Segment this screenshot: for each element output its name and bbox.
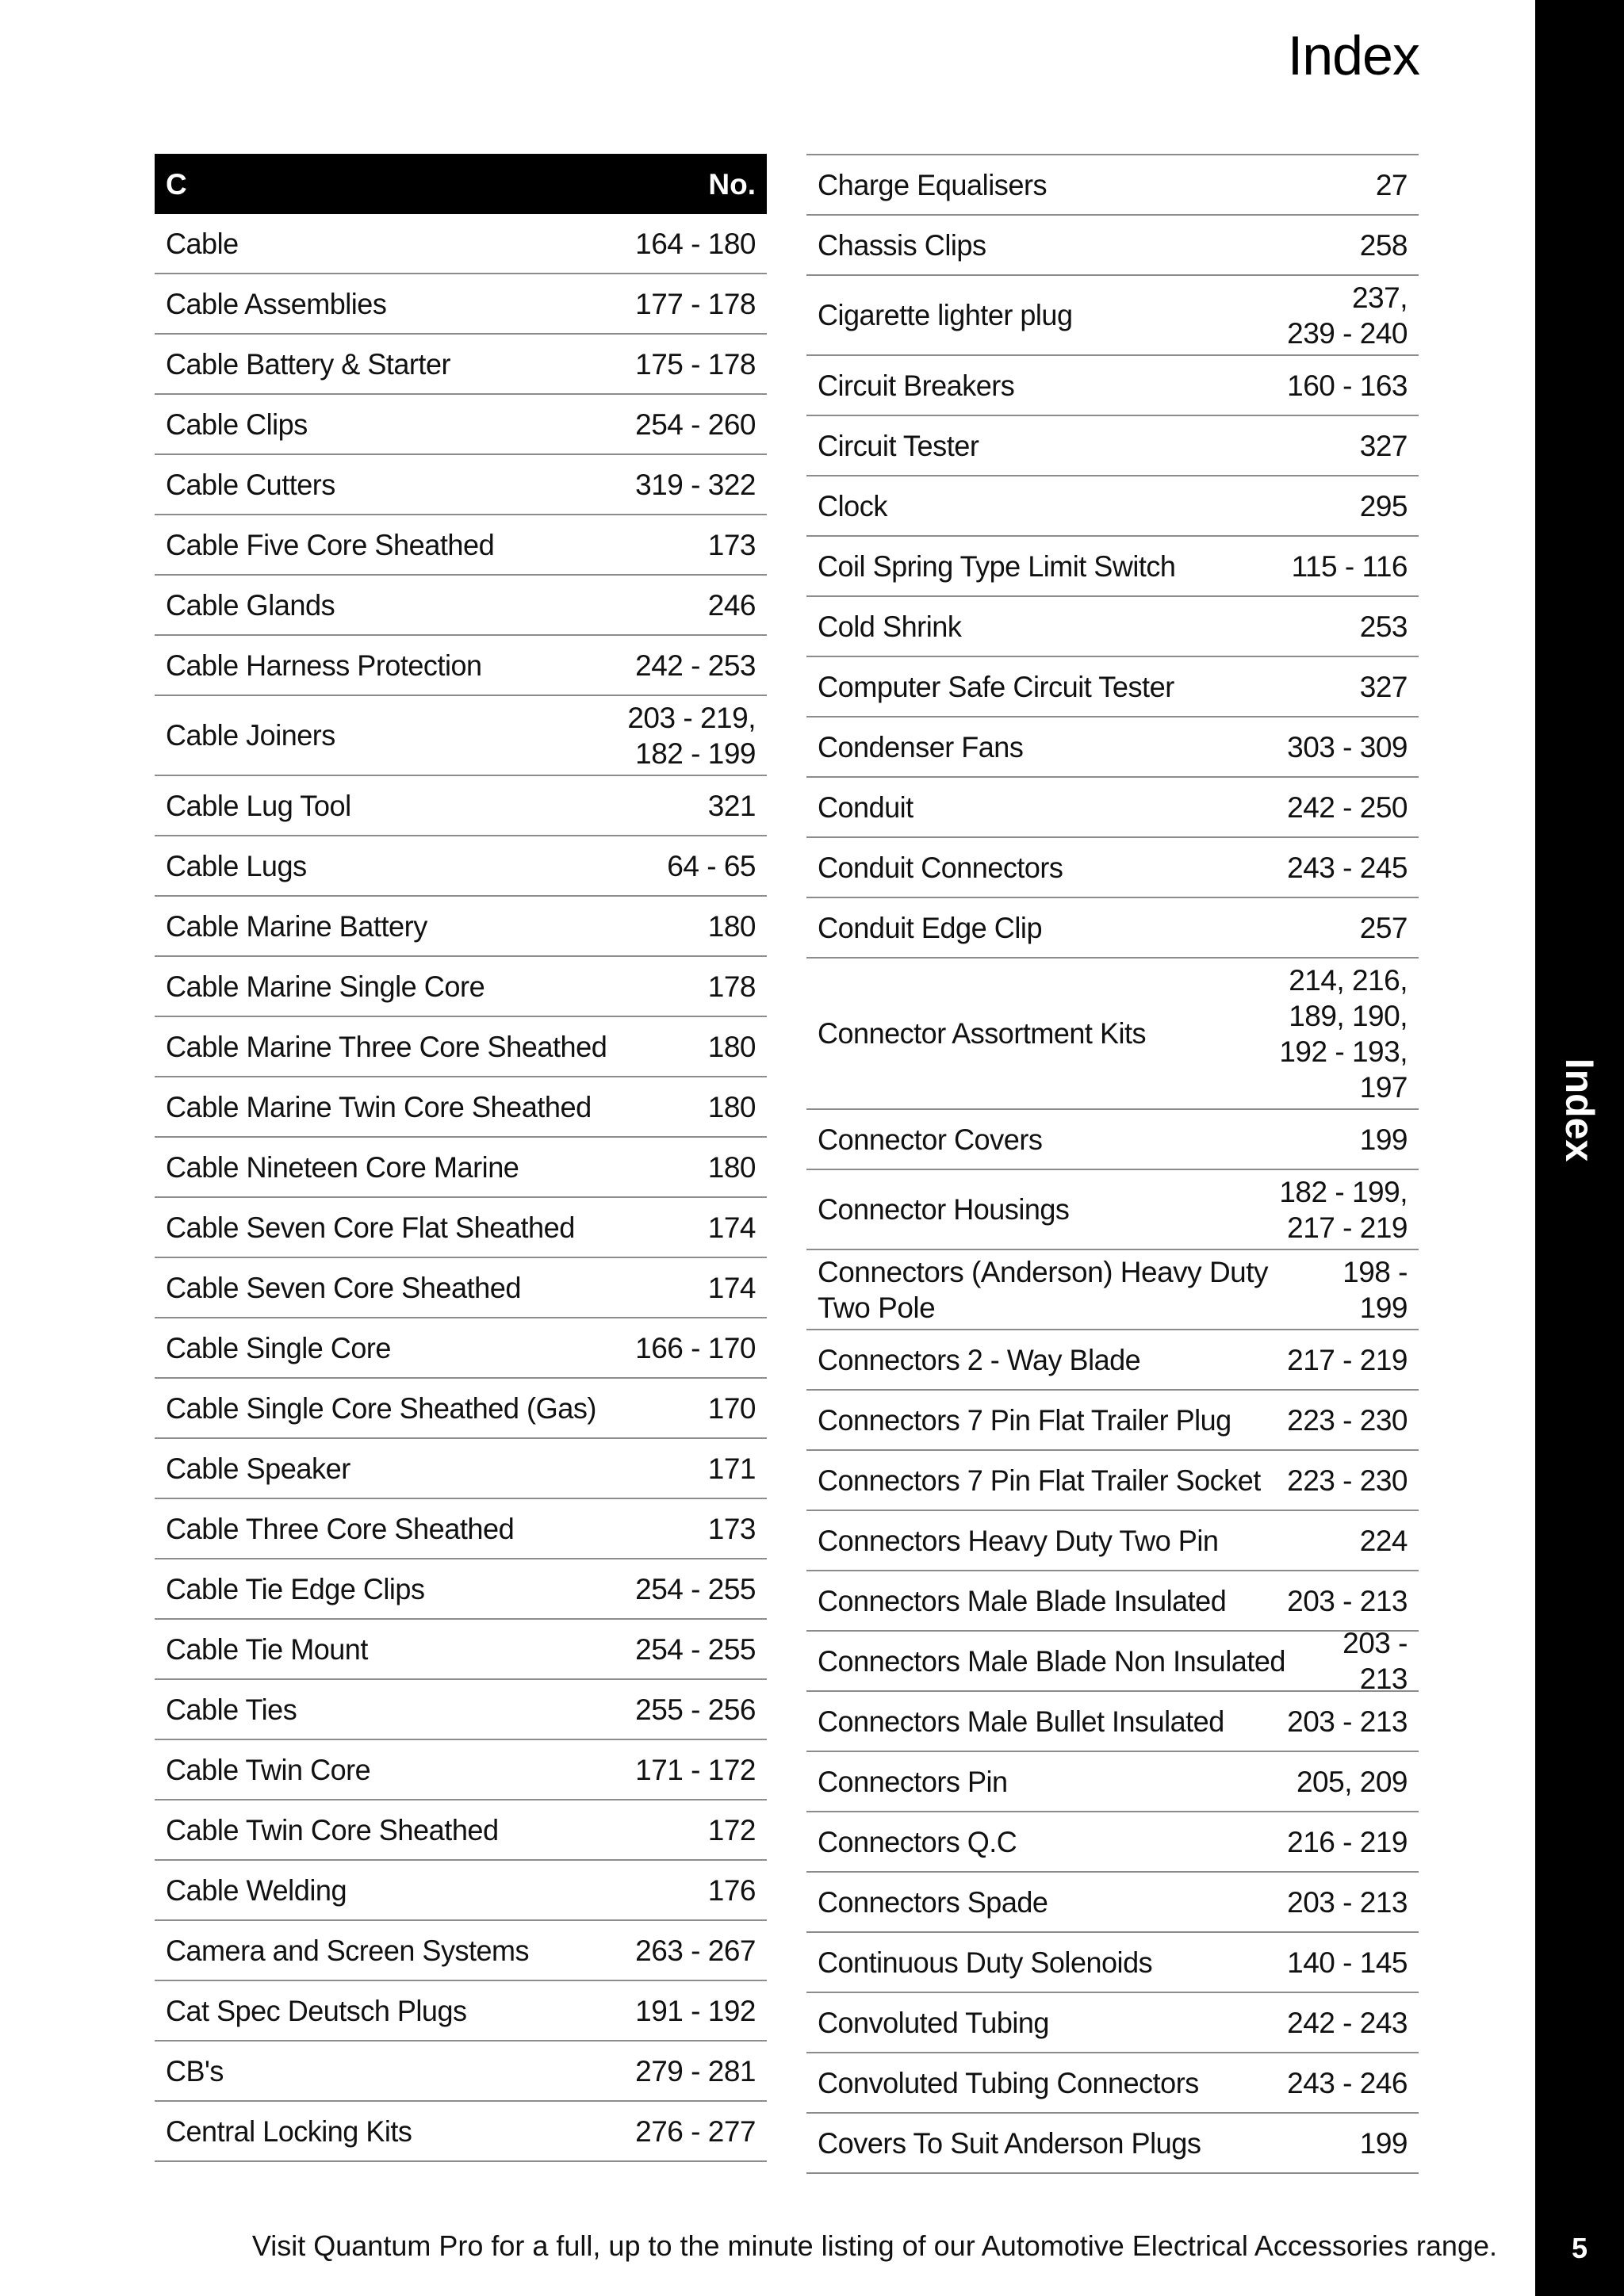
index-entry-pages: 164 - 180 bbox=[635, 227, 756, 260]
index-entry-name: Connector Assortment Kits bbox=[818, 1017, 1147, 1050]
index-entry-name: Cable Lugs bbox=[166, 849, 307, 882]
index-entry-name: Cable Twin Core Sheathed bbox=[166, 1813, 499, 1846]
index-entry-name: Cable Marine Battery bbox=[166, 909, 427, 943]
index-entry-pages: 174 bbox=[707, 1271, 756, 1304]
index-row bbox=[806, 356, 1419, 416]
index-entry-pages: 255 - 256 bbox=[635, 1693, 756, 1726]
index-entry-name: Connectors (Anderson) Heavy Duty Two Pole bbox=[818, 1255, 1269, 1324]
index-entry-name: Cable bbox=[166, 227, 239, 260]
index-row bbox=[155, 515, 767, 576]
index-entry-pages: 171 - 172 bbox=[635, 1753, 756, 1786]
index-entry-pages: 253 bbox=[1359, 610, 1408, 643]
index-entry-name: Cable Single Core bbox=[166, 1331, 391, 1364]
index-row bbox=[806, 1812, 1419, 1873]
index-entry-pages: 180 bbox=[707, 1090, 756, 1123]
index-entry-pages: 242 - 253 bbox=[635, 649, 756, 682]
index-entry-name: Cable Clips bbox=[166, 408, 308, 441]
index-entry-pages: 115 - 116 bbox=[1291, 549, 1408, 583]
index-entry-pages: 178 bbox=[707, 970, 756, 1003]
index-entry-name: Connectors Spade bbox=[818, 1885, 1048, 1919]
index-entry-name: Coil Spring Type Limit Switch bbox=[818, 549, 1176, 583]
index-entry-name: Charge Equalisers bbox=[818, 168, 1048, 201]
index-row bbox=[806, 959, 1419, 1110]
index-entry-pages: 182 - 199, 217 - 219 bbox=[1279, 1175, 1408, 1244]
index-row bbox=[806, 1170, 1419, 1250]
index-row bbox=[806, 718, 1419, 778]
index-entry-pages: 180 bbox=[707, 1150, 756, 1184]
index-entry-name: Connectors Pin bbox=[818, 1765, 1008, 1798]
index-row bbox=[806, 2114, 1419, 2174]
index-entry-name: Clock bbox=[818, 489, 887, 522]
index-entry-pages: 223 - 230 bbox=[1287, 1403, 1408, 1437]
index-row bbox=[155, 1017, 767, 1077]
index-entry-name: Connectors Male Blade Insulated bbox=[818, 1584, 1227, 1617]
index-row bbox=[155, 1318, 767, 1379]
index-entry-name: Connectors 7 Pin Flat Trailer Socket bbox=[818, 1464, 1261, 1497]
index-entry-pages: 321 bbox=[707, 789, 756, 822]
side-tab-label: Index bbox=[1557, 1058, 1602, 1162]
index-entry-pages: 27 bbox=[1375, 168, 1408, 201]
index-entry-name: Cable Ties bbox=[166, 1693, 297, 1726]
index-row bbox=[806, 898, 1419, 959]
index-row bbox=[155, 1077, 767, 1138]
index-row bbox=[806, 1873, 1419, 1933]
index-row bbox=[155, 214, 767, 274]
index-entry-name: Connectors 7 Pin Flat Trailer Plug bbox=[818, 1403, 1231, 1437]
index-entry-pages: 258 bbox=[1359, 228, 1408, 262]
index-row bbox=[155, 1620, 767, 1680]
index-letter-heading: C bbox=[166, 167, 187, 201]
index-entry-pages: 140 - 145 bbox=[1287, 1946, 1408, 1979]
index-row bbox=[155, 455, 767, 515]
index-entry-name: Cable Nineteen Core Marine bbox=[166, 1150, 519, 1184]
index-row bbox=[806, 1993, 1419, 2053]
index-entry-name: Conduit bbox=[818, 790, 914, 824]
index-entry-pages: 180 bbox=[707, 1030, 756, 1063]
index-entry-name: Cable Cutters bbox=[166, 468, 335, 501]
index-entry-pages: 203 - 219, 182 - 199 bbox=[627, 701, 756, 770]
index-entry-name: Connectors 2 - Way Blade bbox=[818, 1343, 1141, 1376]
index-row bbox=[155, 395, 767, 455]
index-row bbox=[806, 1391, 1419, 1451]
index-entry-name: Conduit Edge Clip bbox=[818, 911, 1043, 944]
index-entry-pages: 237, 239 - 240 bbox=[1287, 281, 1408, 350]
footer-note: Visit Quantum Pro for a full, up to the minute listing of our Automotive Electrical Accessories range. bbox=[251, 2229, 1497, 2262]
index-entry-name: Cable Joiners bbox=[166, 719, 335, 752]
index-entry-pages: 257 bbox=[1359, 911, 1408, 944]
index-row bbox=[155, 836, 767, 897]
index-entry-pages: 191 - 192 bbox=[635, 1994, 756, 2027]
index-entry-name: Convoluted Tubing Connectors bbox=[818, 2066, 1199, 2099]
index-entry-name: Cable Glands bbox=[166, 588, 335, 622]
index-entry-name: Cable Lug Tool bbox=[166, 789, 351, 822]
index-row bbox=[155, 576, 767, 636]
index-entry-pages: 216 - 219 bbox=[1287, 1825, 1408, 1858]
page-title: Index bbox=[1287, 25, 1419, 86]
index-entry-name: Cable Tie Mount bbox=[166, 1632, 368, 1666]
index-entry-name: Cold Shrink bbox=[818, 610, 962, 643]
index-row bbox=[155, 776, 767, 836]
index-entry-pages: 203 - 213 bbox=[1287, 1705, 1408, 1738]
index-row bbox=[806, 1511, 1419, 1571]
index-entry-name: Connectors Heavy Duty Two Pin bbox=[818, 1524, 1219, 1557]
index-row bbox=[155, 1800, 767, 1861]
index-entry-name: Cable Three Core Sheathed bbox=[166, 1512, 515, 1545]
index-entry-pages: 276 - 277 bbox=[635, 2114, 756, 2148]
index-row bbox=[155, 1921, 767, 1981]
index-row bbox=[806, 416, 1419, 476]
index-row bbox=[806, 597, 1419, 657]
index-entry-name: Camera and Screen Systems bbox=[166, 1934, 530, 1967]
index-entry-pages: 254 - 260 bbox=[635, 408, 756, 441]
index-row bbox=[806, 155, 1419, 216]
index-entry-pages: 198 - 199 bbox=[1342, 1255, 1408, 1324]
index-entry-pages: 177 - 178 bbox=[635, 287, 756, 320]
index-entry-pages: 173 bbox=[707, 1512, 756, 1545]
index-row bbox=[806, 778, 1419, 838]
index-entry-name: Cable Harness Protection bbox=[166, 649, 482, 682]
index-entry-pages: 160 - 163 bbox=[1287, 369, 1408, 402]
index-entry-name: Cable Single Core Sheathed (Gas) bbox=[166, 1391, 596, 1425]
index-entry-name: Cable Seven Core Sheathed bbox=[166, 1271, 522, 1304]
index-entry-name: Connectors Q.C bbox=[818, 1825, 1017, 1858]
index-row bbox=[806, 1571, 1419, 1632]
index-row bbox=[806, 1627, 1419, 1695]
index-row bbox=[155, 1981, 767, 2042]
index-row bbox=[806, 657, 1419, 718]
index-entry-pages: 303 - 309 bbox=[1287, 730, 1408, 763]
index-row bbox=[155, 897, 767, 957]
index-entry-pages: 279 - 281 bbox=[635, 2054, 756, 2087]
page-number: 5 bbox=[1571, 2232, 1588, 2264]
index-row bbox=[155, 1559, 767, 1620]
index-entry-name: Cable Five Core Sheathed bbox=[166, 528, 495, 561]
index-entry-name: Cable Marine Single Core bbox=[166, 970, 485, 1003]
index-entry-name: Cable Seven Core Flat Sheathed bbox=[166, 1211, 575, 1244]
index-entry-pages: 242 - 243 bbox=[1287, 2006, 1408, 2039]
index-entry-pages: 243 - 246 bbox=[1287, 2066, 1408, 2099]
index-entry-pages: 246 bbox=[707, 588, 756, 622]
index-entry-name: Cable Tie Edge Clips bbox=[166, 1572, 425, 1605]
index-entry-pages: 203 - 213 bbox=[1287, 1885, 1408, 1919]
index-row bbox=[155, 1258, 767, 1318]
index-entry-name: Covers To Suit Anderson Plugs bbox=[818, 2126, 1201, 2160]
index-entry-name: Cable Speaker bbox=[166, 1452, 350, 1485]
index-entry-name: Convoluted Tubing bbox=[818, 2006, 1049, 2039]
index-entry-name: Cable Battery & Starter bbox=[166, 347, 450, 381]
index-entry-pages: 166 - 170 bbox=[635, 1331, 756, 1364]
index-row bbox=[155, 2042, 767, 2102]
index-entry-pages: 243 - 245 bbox=[1287, 851, 1408, 884]
index-row bbox=[155, 335, 767, 395]
index-row bbox=[806, 1752, 1419, 1812]
index-row bbox=[806, 1692, 1419, 1752]
index-entry-name: Connectors Male Blade Non Insulated bbox=[818, 1644, 1285, 1678]
index-entry-pages: 214, 216, 189, 190, 192 - 193, 197 bbox=[1279, 963, 1408, 1104]
index-entry-pages: 199 bbox=[1359, 1123, 1408, 1156]
index-entry-pages: 171 bbox=[707, 1452, 756, 1485]
index-row bbox=[155, 1861, 767, 1921]
index-row bbox=[155, 1439, 767, 1499]
index-entry-name: Continuous Duty Solenoids bbox=[818, 1946, 1153, 1979]
index-row bbox=[155, 696, 767, 776]
index-entry-name: Cigarette lighter plug bbox=[818, 299, 1073, 331]
index-row bbox=[806, 1110, 1419, 1170]
index-entry-name: Connectors Male Bullet Insulated bbox=[818, 1705, 1224, 1738]
index-entry-name: Connector Housings bbox=[818, 1193, 1070, 1226]
index-entry-pages: 64 - 65 bbox=[667, 849, 756, 882]
index-row bbox=[806, 537, 1419, 597]
index-entry-pages: 172 bbox=[707, 1813, 756, 1846]
index-row bbox=[806, 2053, 1419, 2114]
index-entry-name: Conduit Connectors bbox=[818, 851, 1063, 884]
index-entry-pages: 295 bbox=[1359, 489, 1408, 522]
index-entry-pages: 203 - 213 bbox=[1287, 1584, 1408, 1617]
index-entry-name: Circuit Tester bbox=[818, 429, 979, 462]
index-entry-name: Condenser Fans bbox=[818, 730, 1024, 763]
index-entry-pages: 170 bbox=[707, 1391, 756, 1425]
index-entry-pages: 224 bbox=[1359, 1524, 1408, 1557]
index-entry-name: Computer Safe Circuit Tester bbox=[818, 670, 1174, 703]
index-row bbox=[155, 1680, 767, 1740]
right-index-column bbox=[806, 154, 1419, 2174]
left-index-column bbox=[155, 154, 767, 2162]
index-entry-name: Central Locking Kits bbox=[166, 2114, 412, 2148]
index-row bbox=[806, 838, 1419, 898]
index-entry-pages: 173 bbox=[707, 528, 756, 561]
index-entry-pages: 319 - 322 bbox=[635, 468, 756, 501]
index-row bbox=[806, 216, 1419, 276]
index-row bbox=[806, 1330, 1419, 1391]
index-entry-pages: 176 bbox=[707, 1873, 756, 1907]
index-entry-pages: 174 bbox=[707, 1211, 756, 1244]
index-entry-pages: 175 - 178 bbox=[635, 347, 756, 381]
index-entry-name: Cable Marine Twin Core Sheathed bbox=[166, 1090, 592, 1123]
index-row bbox=[155, 1198, 767, 1258]
index-row bbox=[155, 1138, 767, 1198]
index-entry-name: Cable Twin Core bbox=[166, 1753, 371, 1786]
page-number-heading: No. bbox=[708, 167, 756, 201]
index-entry-pages: 263 - 267 bbox=[635, 1934, 756, 1967]
index-entry-name: Circuit Breakers bbox=[818, 369, 1015, 402]
index-entry-pages: 180 bbox=[707, 909, 756, 943]
index-entry-name: Cable Assemblies bbox=[166, 287, 387, 320]
index-row bbox=[155, 274, 767, 335]
index-entry-pages: 242 - 250 bbox=[1287, 790, 1408, 824]
index-entry-name: Cat Spec Deutsch Plugs bbox=[166, 1994, 467, 2027]
index-entry-pages: 327 bbox=[1359, 429, 1408, 462]
index-entry-pages: 205, 209 bbox=[1296, 1765, 1408, 1798]
index-row bbox=[155, 1740, 767, 1800]
index-row bbox=[806, 1933, 1419, 1993]
index-entry-name: Cable Welding bbox=[166, 1873, 347, 1907]
index-entry-pages: 217 - 219 bbox=[1287, 1343, 1408, 1376]
index-row bbox=[155, 1379, 767, 1439]
index-entry-pages: 254 - 255 bbox=[635, 1572, 756, 1605]
index-entry-name: CB's bbox=[166, 2054, 224, 2087]
index-entry-pages: 223 - 230 bbox=[1287, 1464, 1408, 1497]
index-row bbox=[806, 1451, 1419, 1511]
index-row bbox=[806, 276, 1419, 356]
index-entry-name: Cable Marine Three Core Sheathed bbox=[166, 1030, 607, 1063]
index-entry-pages: 254 - 255 bbox=[635, 1632, 756, 1666]
index-entry-name: Chassis Clips bbox=[818, 228, 986, 262]
index-entry-pages: 327 bbox=[1359, 670, 1408, 703]
index-row bbox=[155, 1499, 767, 1559]
index-row bbox=[806, 1250, 1419, 1330]
index-entry-name: Connector Covers bbox=[818, 1123, 1043, 1156]
index-row bbox=[155, 636, 767, 696]
index-entry-pages: 203 - 213 bbox=[1342, 1627, 1408, 1695]
index-header-row bbox=[155, 154, 767, 214]
index-entry-pages: 199 bbox=[1359, 2126, 1408, 2160]
index-row bbox=[806, 476, 1419, 537]
index-row bbox=[155, 2102, 767, 2162]
index-row bbox=[155, 957, 767, 1017]
